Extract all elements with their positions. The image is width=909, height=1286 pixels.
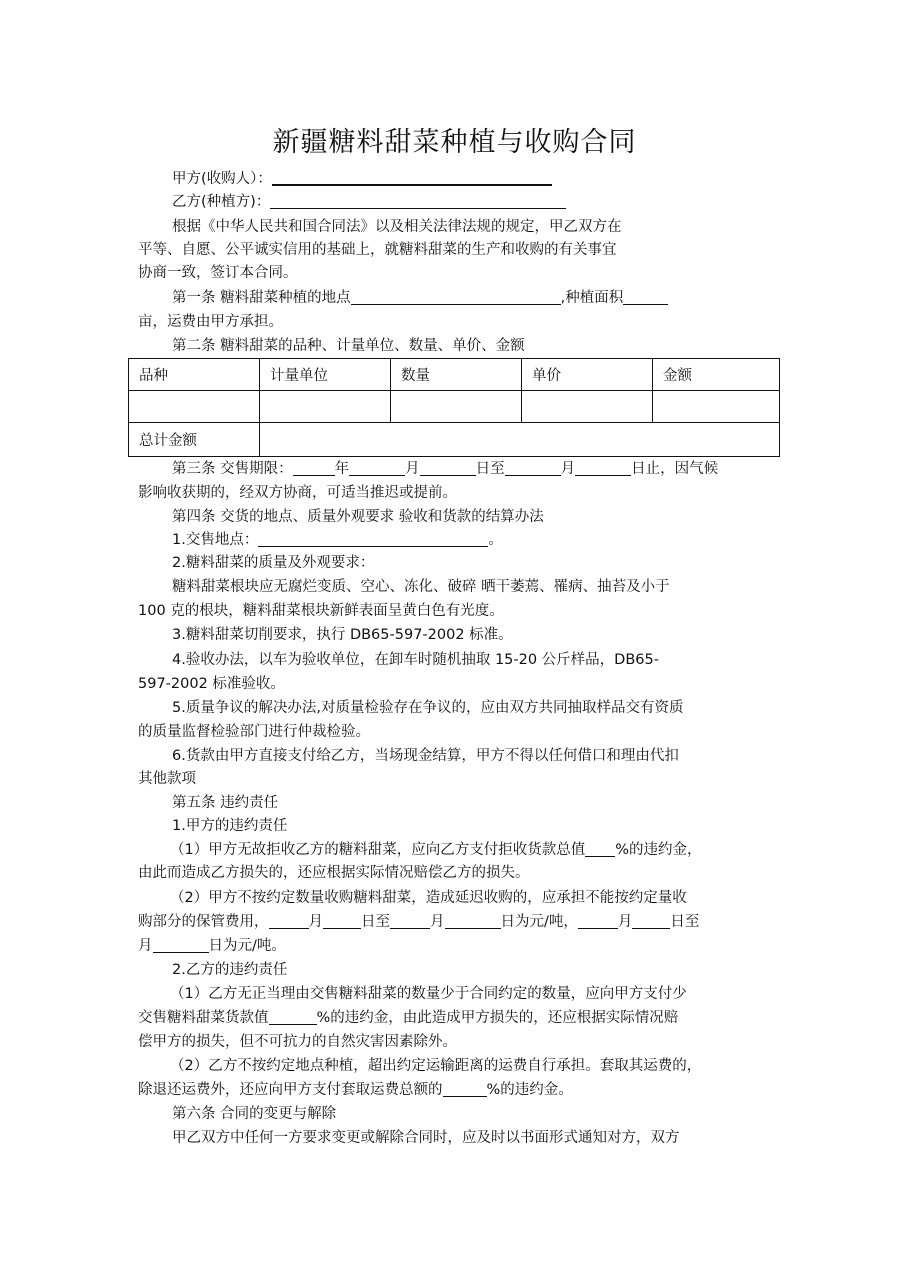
table-header-row <box>129 359 780 391</box>
blank <box>323 914 361 929</box>
art5-a1-text: （1）甲方无故拒收乙方的糖料甜菜，应向乙方支付拒收货款总值 <box>170 842 586 858</box>
goods-table <box>128 358 780 457</box>
art4-item-2: 2.糖料甜菜的质量及外观要求： <box>172 555 375 571</box>
day2-blank <box>575 461 631 476</box>
party-b-line <box>172 191 822 213</box>
table-cell <box>391 391 522 423</box>
article-4-heading: 第四条 交货的地点、质量外观要求 验收和货款的结算办法 <box>172 509 544 525</box>
art5-b2-line-2 <box>138 1079 788 1101</box>
storage-fee-text: 购部分的保管费用， <box>138 914 269 930</box>
month2-text: 月 <box>560 461 576 477</box>
party-a-blank <box>272 170 552 186</box>
month-blank <box>349 461 405 476</box>
article-6-heading: 第六条 合同的变更与解除 <box>172 1106 337 1122</box>
header-variety: 品种 <box>129 359 260 391</box>
art5-party-a-heading: 1.甲方的违约责任 <box>172 818 288 834</box>
art3-label: 第三条 交售期限： <box>172 461 293 477</box>
art4-item-4-line-1: 4.验收办法，以车为验收单位，在卸车时随机抽取 15-20 公斤样品，DB65- <box>172 652 659 668</box>
header-amount: 金额 <box>653 359 780 391</box>
freight-penalty-blank <box>443 1082 487 1097</box>
art6-line-1: 甲乙双方中任何一方要求变更或解除合同时，应及时以书面形式通知对方，双方 <box>172 1130 680 1146</box>
blank <box>390 914 430 929</box>
blank <box>153 938 209 953</box>
art5-a1-percent: %的违约金， <box>615 842 702 858</box>
month-text: 月 <box>430 914 445 930</box>
art5-a1-line-2: 由此而造成乙方损失的，还应根据实际情况赔偿乙方的损失。 <box>138 865 530 881</box>
blank <box>632 914 670 929</box>
art3-end-text: 日止，因气候 <box>631 461 719 477</box>
delivery-place-blank <box>258 532 488 547</box>
reject-penalty-blank <box>585 842 615 857</box>
art4-item-4-line-2: 597-2002 标准验收。 <box>138 676 285 692</box>
intro-line-1: 根据《中华人民共和国合同法》以及相关法律法规的规定，甲乙双方在 <box>172 219 622 235</box>
article-1-line-2: 亩，运费由甲方承担。 <box>138 314 283 330</box>
blank <box>578 914 618 929</box>
table-cell <box>522 391 653 423</box>
table-cell <box>653 391 780 423</box>
art5-b2-percent: %的违约金。 <box>486 1082 573 1098</box>
table-cell <box>129 391 260 423</box>
art4-item-5-line-1: 5.质量争议的解决办法,对质量检验存在争议的，应由双方共同抽取样品交有资质 <box>172 700 684 716</box>
article-3-line-2: 影响收获期的，经双方协商，可适当推迟或提前。 <box>138 485 457 501</box>
year-text: 年 <box>334 461 350 477</box>
total-amount-label: 总计金额 <box>129 423 260 457</box>
day-blank <box>420 461 476 476</box>
art5-b2-text: 除退还运费外，还应向甲方支付套取运费总额的 <box>138 1082 443 1098</box>
art4-item-6-line-1: 6.货款由甲方直接支付给乙方，当场现金结算，甲方不得以任何借口和理由代扣 <box>172 748 679 764</box>
article-3-line-1 <box>172 458 822 480</box>
art5-a2-line-1: （2）甲方不按约定数量收购糖料甜菜，造成延迟收购的，应承担不能按约定量收 <box>170 890 687 906</box>
blank <box>445 914 501 929</box>
month-text: 月 <box>138 938 153 954</box>
header-price: 单价 <box>522 359 653 391</box>
table-cell <box>260 391 391 423</box>
art1-area-blank <box>623 290 668 305</box>
per-ton-text: 日为元/吨。 <box>208 938 286 954</box>
art5-b1-line-2 <box>138 1007 788 1029</box>
art1-location-blank <box>351 290 561 305</box>
party-b-blank <box>270 194 566 209</box>
art4-item-2-line-1: 糖料甜菜根块应无腐烂变质、空心、冻化、破碎 晒干萎蔫、罹病、抽苔及小于 <box>172 579 670 595</box>
party-a-line <box>172 168 822 190</box>
art5-b1-line-3: 偿甲方的损失，但不可抗力的自然灾害因素除外。 <box>138 1034 457 1050</box>
article-1-line-1 <box>172 287 822 309</box>
header-unit: 计量单位 <box>260 359 391 391</box>
document-title: 新疆糖料甜菜种植与收购合同 <box>272 127 637 158</box>
art4-item-5-line-2: 的质量监督检验部门进行仲裁检验。 <box>138 724 370 740</box>
article-2-heading: 第二条 糖料甜菜的品种、计量单位、数量、单价、金额 <box>172 338 525 354</box>
party-a-label: 甲方(收购人）： <box>172 171 272 187</box>
table-total-row <box>129 423 780 457</box>
art4-item-2-line-2: 100 克的根块，糖料甜菜根块新鲜表面呈黄白色有光度。 <box>138 603 504 619</box>
art4-item-3: 3.糖料甜菜切削要求，执行 DB65-597-2002 标准。 <box>172 627 513 643</box>
day-to-text: 日至 <box>475 461 505 477</box>
art5-party-b-heading: 2.乙方的违约责任 <box>172 962 288 978</box>
year-blank <box>293 461 335 476</box>
party-b-label: 乙方(种植方)： <box>172 194 271 210</box>
day-to-text: 日至 <box>361 914 390 930</box>
intro-line-2: 平等、自愿、公平诚实信用的基础上，就糖料甜菜的生产和收购的有关事宜 <box>138 242 617 258</box>
art1-area-label: ,种植面积 <box>560 290 624 306</box>
art5-a2-line-3 <box>138 935 788 957</box>
header-quantity: 数量 <box>391 359 522 391</box>
art1-location-label: 第一条 糖料甜菜种植的地点 <box>172 290 351 306</box>
art4-item-1 <box>172 529 822 551</box>
delivery-place-end: 。 <box>488 532 503 548</box>
month-text: 月 <box>405 461 420 477</box>
table-row <box>129 391 780 423</box>
day-to-text: 日至 <box>670 914 700 930</box>
intro-line-3: 协商一致，签订本合同。 <box>138 265 298 281</box>
art5-b2-line-1: （2）乙方不按约定地点种植，超出约定运输距离的运费自行承担。套取其运费的， <box>170 1058 702 1074</box>
art5-b1-percent: %的违约金，由此造成甲方损失的，还应根据实际情况赔 <box>316 1010 679 1026</box>
total-amount-value <box>260 423 780 457</box>
month2-blank <box>505 461 561 476</box>
shortfall-penalty-blank <box>269 1010 317 1025</box>
art5-b1-text: 交售糖料甜菜货款值 <box>138 1010 269 1026</box>
month-text: 月 <box>308 914 323 930</box>
art5-a2-line-2 <box>138 911 788 933</box>
per-ton-text: 日为元/吨， <box>500 914 578 930</box>
blank <box>269 914 309 929</box>
delivery-place-label: 1.交售地点： <box>172 532 259 548</box>
article-5-heading: 第五条 违约责任 <box>172 795 279 811</box>
month-text: 月 <box>617 914 633 930</box>
art5-b1-line-1: （1）乙方无正当理由交售糖料甜菜的数量少于合同约定的数量，应向甲方支付少 <box>170 986 687 1002</box>
art5-a1-line-1 <box>170 839 820 861</box>
art4-item-6-line-2: 其他款项 <box>138 771 196 787</box>
